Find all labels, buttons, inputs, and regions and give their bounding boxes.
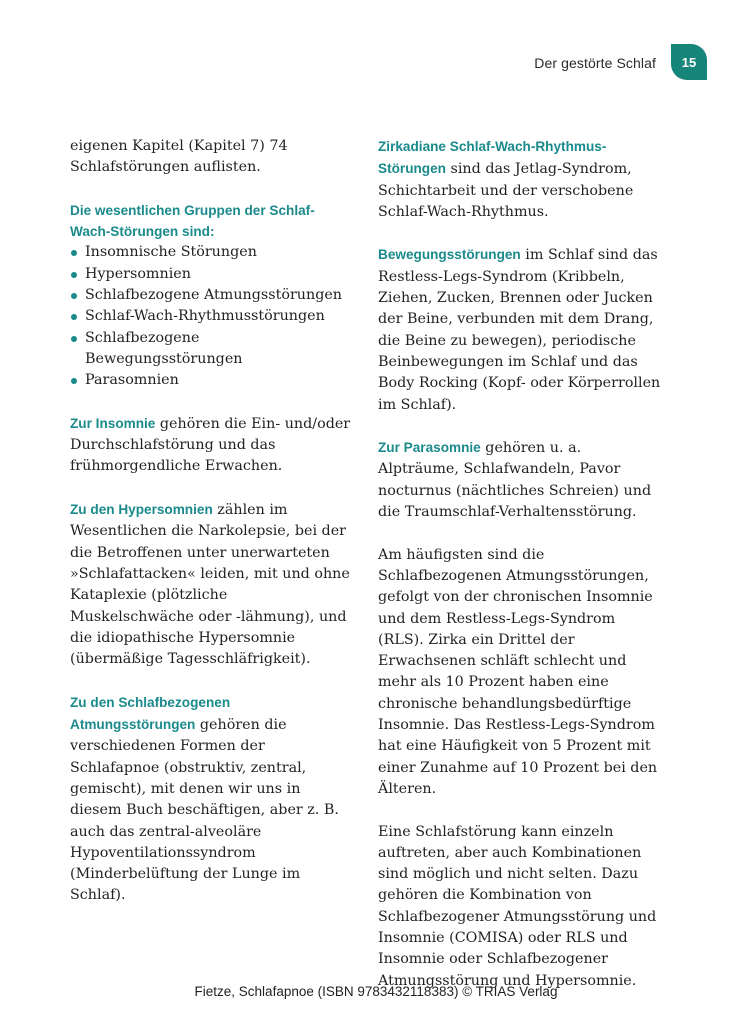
bullet-dot-icon	[71, 336, 77, 342]
groups-heading: Die wesentlichen Gruppen der Schlaf-Wach-Störungen sind:	[70, 202, 315, 240]
zirkadian-text: sind das Jetlag-Syndrom, Schichtarbeit und der verschobene Schlaf-Wach-Rhythmus.	[378, 161, 634, 220]
right-column	[378, 136, 662, 1013]
bullet-dot-icon	[71, 314, 77, 320]
hypersomnie-lead: Zu den Hypersomnien	[70, 502, 213, 518]
intro-paragraph: eigenen Kapitel (Kapitel 7) 74 Schlafstörungen auflisten.	[70, 138, 288, 176]
list-item	[70, 328, 352, 371]
bewegung-text: im Schlaf sind das Restless-Legs-Syndrom (Kribbeln, Ziehen, Zucken, Brennen oder Jucken der Beine, verbunden mit dem Drang, die Beine zu bewegen), periodische Beinbewegungen im Schlaf und das Body Rocking (Kopf- oder Körperrollen im Schlaf).	[378, 247, 661, 413]
bewegung-paragraph	[378, 244, 662, 415]
list-item-label: Hypersomnien	[85, 265, 191, 282]
list-item	[70, 242, 352, 263]
list-item-label: Insomnische Störungen	[85, 244, 257, 261]
bullet-dot-icon	[71, 250, 77, 256]
bewegung-lead: Bewegungsstörungen	[378, 247, 521, 263]
groups-list	[70, 242, 352, 391]
list-item-label: Schlafbezogene Bewegungsstörungen	[85, 329, 243, 367]
haeufigkeit-paragraph: Am häufigsten sind die Schlafbezogenen Atmungsstörungen, gefolgt von der chronischen Insomnie und dem Restless-Legs-Syndrom (RLS). Zirka ein Drittel der Erwachsenen schläft schlecht und mehr als 10 Prozent haben eine chronische behandlungsbedürftige Insomnie. Das Restless-Legs-Syndrom hat eine Häufigkeit von 5 Prozent mit einer Zunahme auf 10 Prozent bei den Älteren.	[378, 546, 658, 797]
running-title: Der gestörte Schlaf	[534, 55, 656, 71]
left-column	[70, 136, 352, 928]
page-number: 15	[681, 54, 697, 70]
atmung-text: gehören die verschiedenen Formen der Schlafapnoe (obstruktiv, zentral, gemischt), mit denen wir uns in diesem Buch beschäftigen, aber z. B. auch das zentral-alveoläre Hypoventilationssyndrom (Minderbelüftung der Lunge im Schlaf).	[70, 717, 339, 904]
parasomnie-lead: Zur Parasomnie	[378, 440, 481, 456]
insomnie-paragraph	[70, 413, 352, 478]
hypersomnie-text: zählen im Wesentlichen die Narkolepsie, bei der die Betroffenen unter unerwarteten »Schlafattacken« leiden, mit und ohne Kataplexie (plötzliche Muskelschwäche oder -lähmung), und die idiopathische Hypersomnie (übermäßige Tagesschläfrigkeit).	[70, 502, 350, 668]
bullet-dot-icon	[71, 272, 77, 278]
list-item-label: Schlafbezogene Atmungsstörungen	[85, 287, 343, 304]
list-item	[70, 264, 352, 285]
bullet-dot-icon	[71, 378, 77, 384]
parasomnie-paragraph	[378, 437, 662, 523]
atmung-paragraph	[70, 692, 352, 907]
list-item-label: Schlaf-Wach-Rhythmusstörungen	[85, 308, 325, 325]
list-item	[70, 306, 352, 327]
insomnie-lead: Zur Insomnie	[70, 415, 156, 431]
list-item	[70, 370, 352, 391]
list-item	[70, 285, 352, 306]
zirkadian-lead: Zirkadiane Schlaf-Wach-Rhythmus-Störungen	[378, 139, 607, 177]
parasomnie-text: gehören u. a. Alpträume, Schlafwandeln, Pavor nocturnus (nächtliches Schreien) und die Traumschlaf-Verhaltensstörung.	[378, 440, 652, 521]
footer-copyright: Fietze, Schlafapnoe (ISBN 9783432118383) © TRIAS Verlag	[194, 984, 558, 999]
insomnie-text: gehören die Ein- und/oder Durchschlafstörung und das frühmorgendliche Erwachen.	[70, 415, 351, 475]
page-number-badge	[671, 44, 707, 80]
atmung-lead: Zu den Schlafbezogenen Atmungsstörungen	[70, 694, 231, 733]
kombination-paragraph: Eine Schlafstörung kann einzeln auftreten, aber auch Kombinationen sind möglich und nicht selten. Dazu gehören die Kombination von Schlafbezogener Atmungsstörung und Insomnie (COMISA) oder RLS und Insomnie oder Schlafbezogener Atmungsstörung und Hypersomnie.	[378, 823, 657, 989]
list-item-label: Parasomnien	[85, 372, 179, 389]
bullet-dot-icon	[71, 293, 77, 299]
hypersomnie-paragraph	[70, 499, 352, 670]
zirkadian-paragraph	[378, 136, 662, 223]
